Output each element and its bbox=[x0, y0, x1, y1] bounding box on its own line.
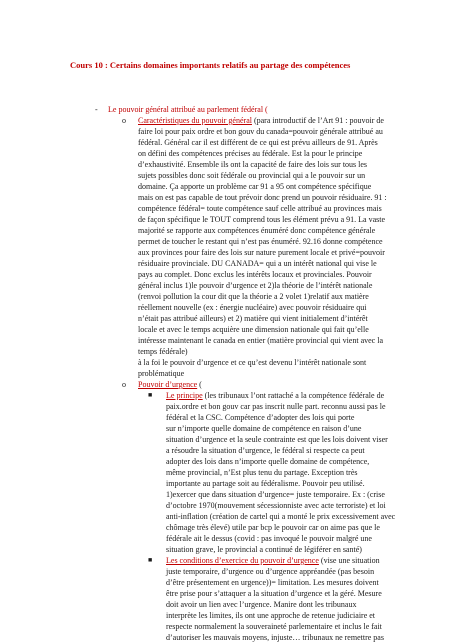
circle-bullet: o bbox=[122, 116, 126, 125]
line: résiduaire provinciale. DU CANADA= qui a un intérêt national qui vise le bbox=[138, 259, 377, 268]
line: sujets possibles donc soit fédérale ou provincial qui a le pouvoir sur un bbox=[138, 171, 366, 180]
line: problématique bbox=[138, 369, 185, 378]
line: compétence fédéral= toute compétence sauf celle attribué au provinces mais bbox=[138, 204, 382, 213]
dash-bullet: - bbox=[95, 105, 98, 114]
circle-bullet: o bbox=[122, 380, 126, 389]
square-bullet: ■ bbox=[148, 556, 153, 564]
line: locale et avec le temps acquière une dimension nationale qui fait qu’elle bbox=[138, 325, 369, 334]
line: aux provinces pour faire des lois sur nature purement locale et privé=pouvoir bbox=[138, 248, 385, 257]
line: même provincial, n’Est plus tenu du partage. Exception très bbox=[166, 468, 358, 477]
item-heading: Caractéristiques du pouvoir général bbox=[138, 116, 252, 125]
line: permet de toucher le restant qui n’est pas énuméré. 92.16 donne compétence bbox=[138, 237, 383, 246]
line: d’être présentement en urgence))= limitation. Les mesures doivent bbox=[166, 578, 379, 587]
line: importante au partage soit au fédéralisme. Pouvoir peu utilisé. bbox=[166, 479, 365, 488]
line: de façon spécifique le TOUT comprend tous les élément prévu a 91. La vaste bbox=[138, 215, 386, 224]
line: a résoudre la situation d’urgence, le fédéral si respecte ca peut bbox=[166, 446, 365, 455]
line: fédéral et la CSC. Compétence d’adopter des lois qui porte bbox=[166, 413, 355, 422]
page-title: Cours 10 : Certains domaines importants relatifs au partage des compétences bbox=[70, 60, 351, 70]
line: n’était pas attribué ailleurs) et 2) matière qui vient initialement d’intérêt bbox=[138, 314, 368, 323]
line: à la foi le pouvoir d’urgence et ce qu’est devenu l’intérêt nationale sont bbox=[138, 358, 367, 367]
line: situation grave, le provincial a continué de légiférer en santé) bbox=[166, 545, 362, 554]
sub-heading: Les conditions d’exercice du pouvoir d’urgence bbox=[166, 556, 319, 565]
line: majorité se rapporte aux compétences énuméré donc compétence générale bbox=[138, 226, 376, 235]
item-pouvoir-urgence: Pouvoir d’urgence ( bbox=[138, 380, 202, 389]
item-heading: Pouvoir d’urgence bbox=[138, 380, 198, 389]
section-heading-pouvoir-general: Le pouvoir général attribué au parlement fédéral ( bbox=[108, 105, 268, 114]
line: 1)exercer que dans situation d’urgence= juste temporaire. Ex : (crise bbox=[166, 490, 385, 499]
line: Caractéristiques du pouvoir général (para introductif de l’Art 91 : pouvoir de bbox=[138, 116, 384, 125]
square-bullet: ■ bbox=[148, 391, 153, 399]
line: réellement nouvelle (ex : énergie nucléaire) avec pouvoir résiduaire qui bbox=[138, 303, 367, 312]
line: Les conditions d’exercice du pouvoir d’urgence (vise une situation bbox=[166, 556, 380, 565]
line: chômage très élevé) utile par bcp le pouvoir car on aime pas que le bbox=[166, 523, 380, 532]
line: général inclus 1)le pouvoir d’urgence et 2)la théorie de l’intérêt nationale bbox=[138, 281, 373, 290]
line: respecte normalement la souveraineté parlementaire et inclus le fait bbox=[166, 622, 382, 631]
line: d’exhaustivité. Ensemble ils ont la capacité de faire des lois sur tous les bbox=[138, 160, 368, 169]
line: pays au complet. Donc exclus les intérêts locaux et provinciales. Pouvoir bbox=[138, 270, 372, 279]
sub-principe bbox=[166, 390, 424, 555]
line: être prise pour s’attaquer a la situation d’urgence et la géré. Mesure bbox=[166, 589, 382, 598]
line: domaine. Ça apporte un problème car 91 a 95 ont compétence spécifique bbox=[138, 182, 372, 191]
line: d’autoriser les mauvais moyens, injuste… tribunaux ne remettre pas bbox=[166, 633, 384, 642]
line: faire loi pour paix ordre et bon gouv du canada=pouvoir générale attribué au bbox=[138, 127, 383, 136]
line: temps fédérale) bbox=[138, 347, 188, 356]
line: doit avoir un lien avec l’urgence. Manire dont les tribunaux bbox=[166, 600, 357, 609]
line: adopter des lois dans n’importe quelle domaine de compétence, bbox=[166, 457, 370, 466]
item-caracteristiques bbox=[138, 115, 428, 379]
line: situation d’urgence et la seule contrainte est que les lois doivent viser bbox=[166, 435, 388, 444]
line: d’octobre 1970(mouvement sécessionniste avec acte terroriste) et loi bbox=[166, 501, 386, 510]
line: fédérale ait le dessus (covid : pas invoqué le pouvoir malgré une bbox=[166, 534, 372, 543]
sub-conditions bbox=[166, 555, 424, 643]
line: (renvoi pollution la cour dit que la théorie a 2 volet 1)relatif aux matière bbox=[138, 292, 369, 301]
line: anti-inflation (création de cartel qui a monté le prix excessivement avec bbox=[166, 512, 396, 521]
line: mais on est pas capable de tout prévoir donc prend un pouvoir résiduaire. 91 : bbox=[138, 193, 387, 202]
line: Le principe (les tribunaux l’ont rattaché a la compétence fédérale de bbox=[166, 391, 385, 400]
line: fédéral. Général car il est différent de ce qui est prévu ailleurs de 91. Après bbox=[138, 138, 378, 147]
line: paix.ordre et bon gouv car pas inscrit nulle part. reconnu aussi pas le bbox=[166, 402, 386, 411]
line: intéresse maintenant le canada en entier (matière provincial qui vient avec la bbox=[138, 336, 383, 345]
line: interprète les limites, ils ont une approche de retenue judiciaire et bbox=[166, 611, 376, 620]
line: on défini des compétences précises au fédérale. Est la pour le principe bbox=[138, 149, 363, 158]
sub-heading: Le principe bbox=[166, 391, 203, 400]
line: sur n’importe quelle domaine de compétence en raison d’une bbox=[166, 424, 362, 433]
line: juste temporaire, d’urgence ou d’urgence appréandée (pas besoin bbox=[166, 567, 375, 576]
